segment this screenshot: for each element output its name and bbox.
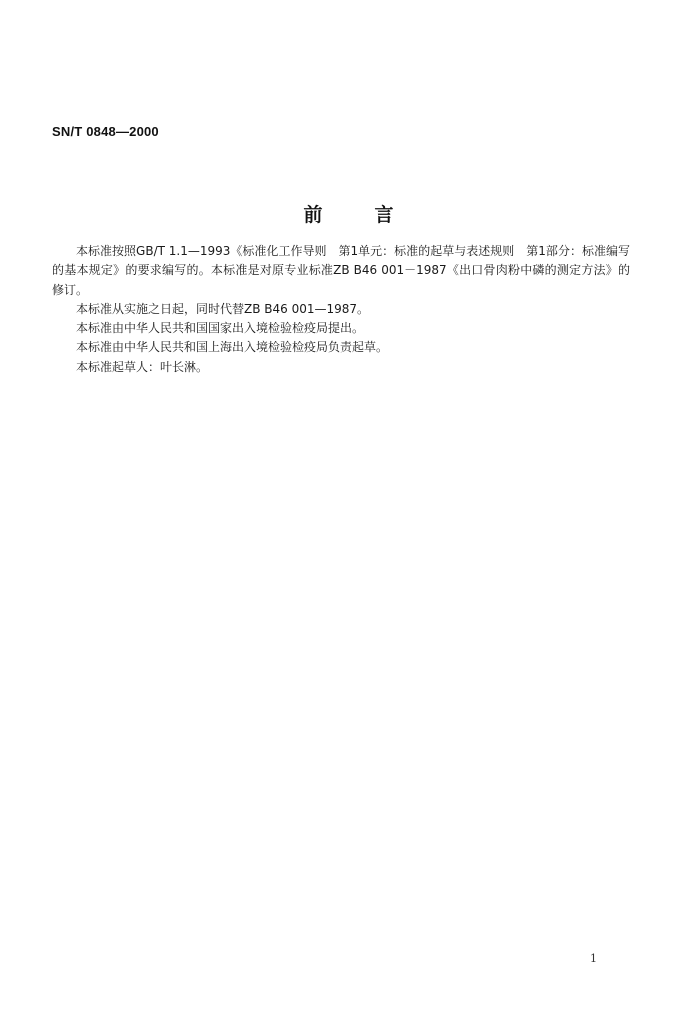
foreword-body (52, 242, 630, 377)
standard-code: SN/T 0848—2000 (52, 124, 159, 139)
paragraph: 本标准起草人：叶长淋。 (76, 359, 209, 374)
paragraph: 本标准由中华人民共和国国家出入境检验检疫局提出。 (76, 321, 365, 336)
paragraph: 本标准从实施之日起，同时代替ZB B46 001—1987。 (76, 301, 370, 316)
title-char-2: 言 (374, 204, 394, 226)
section-title (0, 200, 697, 227)
title-char-1: 前 (303, 204, 323, 226)
paragraph: 本标准由中华人民共和国上海出入境检验检疫局负责起草。 (76, 340, 389, 355)
page-number: 1 (590, 952, 597, 965)
paragraph: 本标准按照GB/T 1.1—1993《标准化工作导则 第1单元：标准的起草与表述规则 第1部分：标准编写的基本规定》的要求编写的。本标准是对原专业标准ZB B46 001－1987《出口骨肉粉中磷的测定方法》的修订。 (52, 244, 630, 297)
